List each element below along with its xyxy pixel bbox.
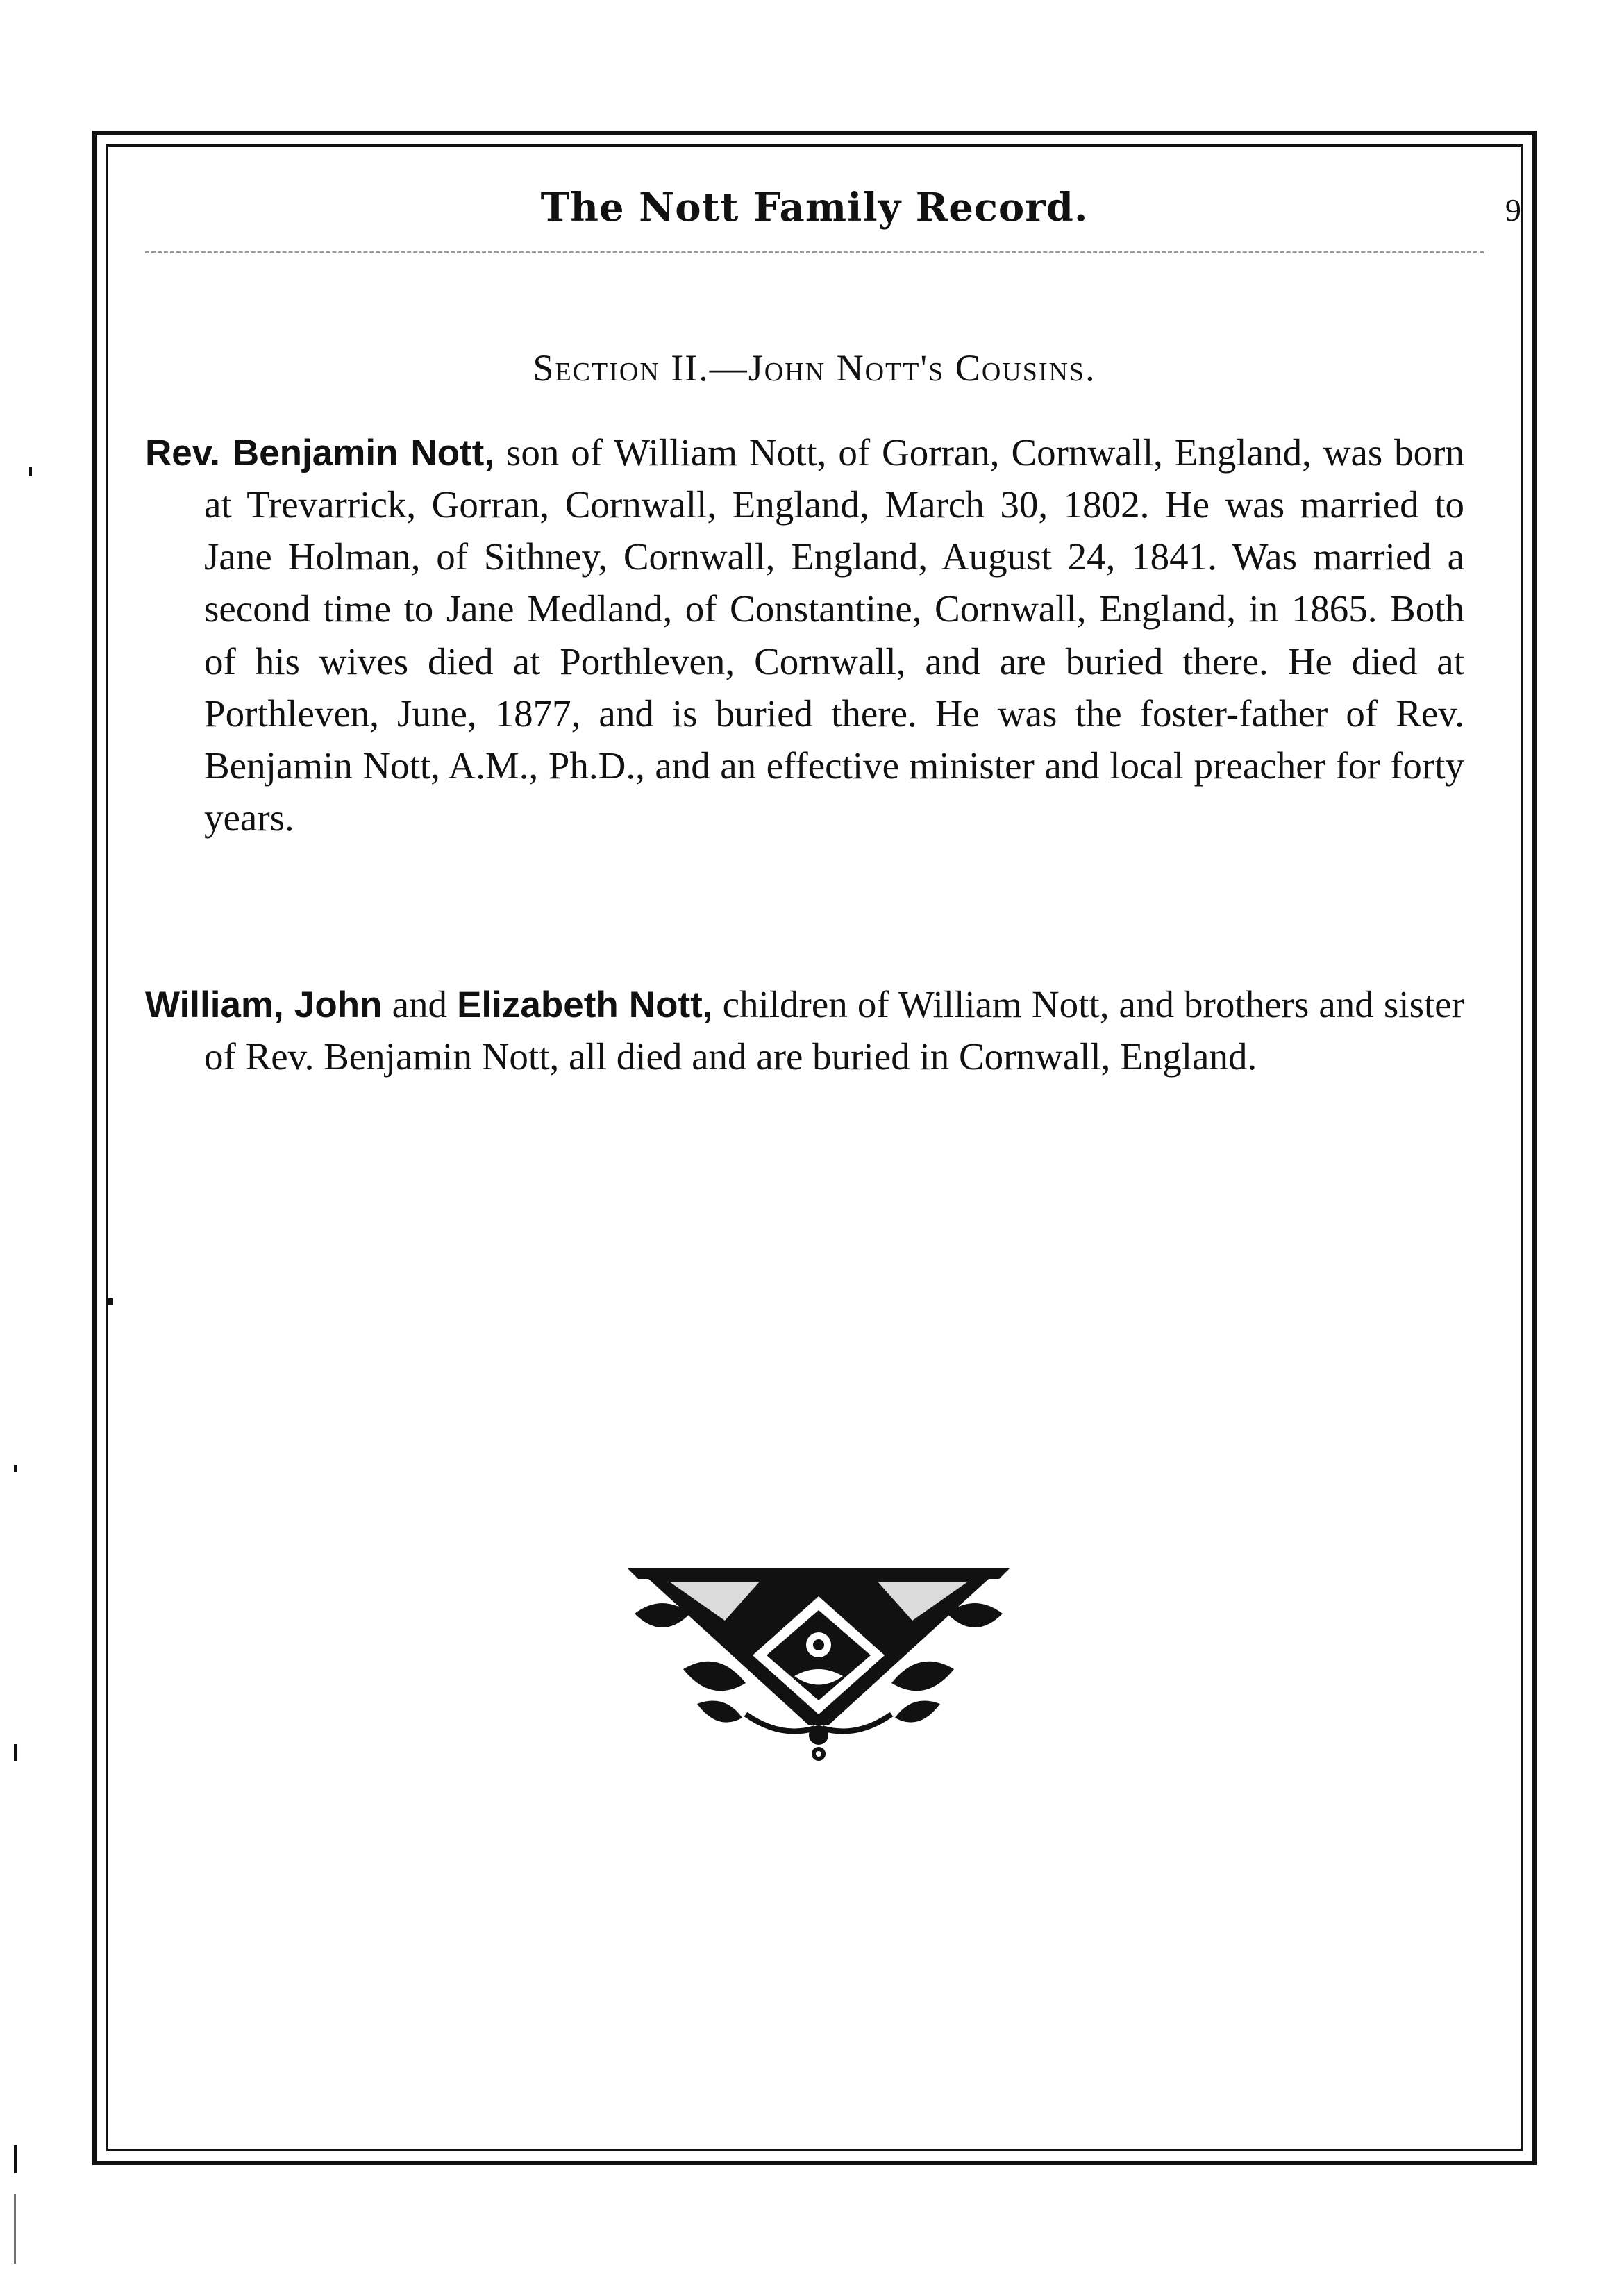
- page-number: 9: [1505, 192, 1521, 228]
- entry-text: children of William Nott, and brothers and sister of Rev. Benjamin Nott, all died and are buried in Cornwall, England.: [204, 983, 1464, 1078]
- page-border: [92, 131, 1537, 2165]
- floral-tailpiece-ornament-icon: [621, 1565, 1016, 1773]
- entry-william-john-elizabeth: [145, 978, 1464, 1082]
- margin-speck: [14, 2145, 17, 2173]
- entry-name: Elizabeth Nott,: [457, 985, 713, 1026]
- section-heading: Section II.—John Nott's Cousins.: [533, 347, 1096, 389]
- margin-speck: [108, 1298, 113, 1305]
- entry-benjamin-nott: [145, 426, 1464, 844]
- margin-speck: [14, 2194, 16, 2264]
- margin-speck: [14, 1465, 17, 1472]
- header-rule: [145, 251, 1484, 253]
- entry-name: William, John: [145, 985, 383, 1026]
- entry-text: son of William Nott, of Gorran, Cornwall, England, was born at Trevarrick, Gorran, Cornwall, England, March 30, 1802. He was married to Jane Holman, of Sithney, Cornwall, England, August 24, 1841. Was married a second time to Jane Medland, of Constantine, Cornwall, England, in 1865. Both of his wives died at Porthleven, Cornwall, and are buried there. He died at Porthleven, June, 1877, and is buried there. He was the foster-father of Rev. Benjamin Nott, A.M., Ph.D., and an effective minister and local preacher for forty years.: [204, 431, 1464, 839]
- margin-speck: [29, 467, 32, 476]
- margin-speck: [14, 1744, 17, 1761]
- entry-name: Rev. Benjamin Nott,: [145, 433, 495, 474]
- running-head: The Nott Family Record.: [540, 185, 1089, 231]
- entry-connector: and: [382, 983, 458, 1026]
